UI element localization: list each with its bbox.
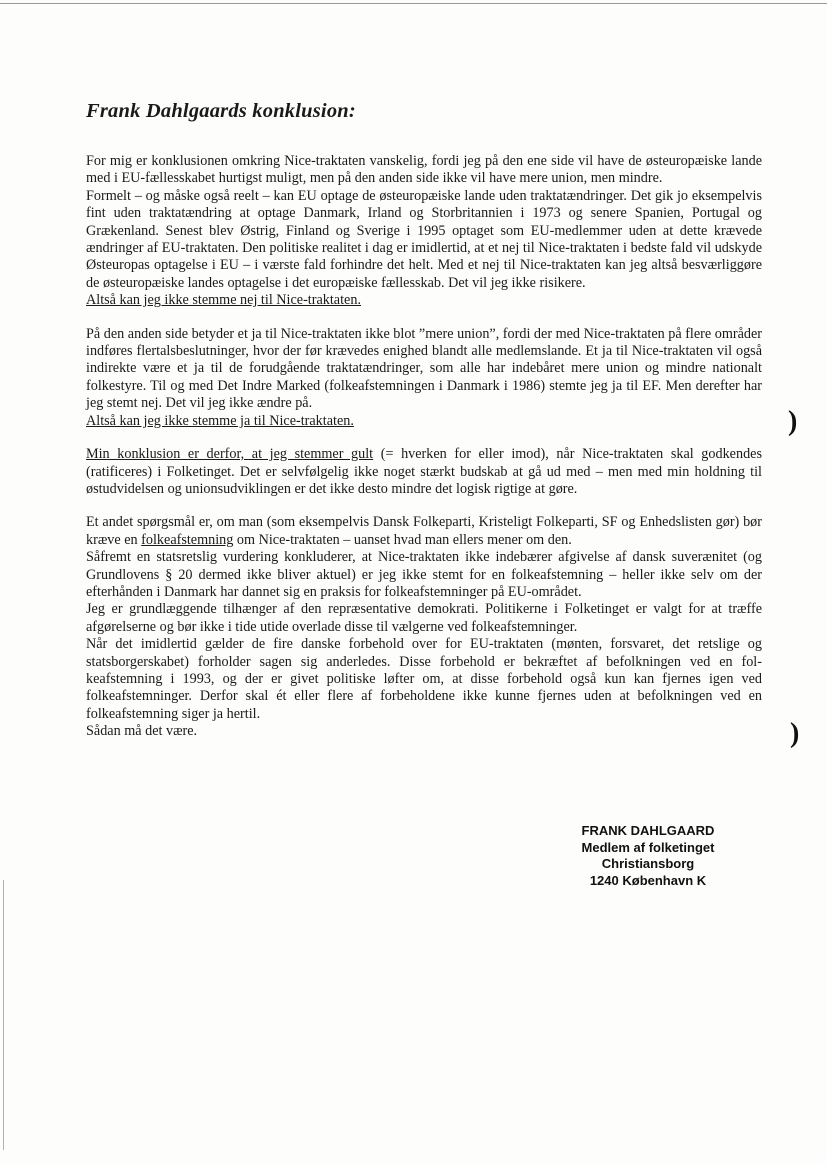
paragraph-text: For mig er konklusionen omkring Nice-traktaten vanskelig, fordi jeg på den ene side vil have de østeuropæiske lande med i EU-fællesskabet hurtigst muligt, men på den anden side ikke vil have mere union, men mindre. [86, 153, 762, 187]
underlined-conclusion: Altså kan jeg ikke stemme nej til Nice-traktaten. [86, 292, 361, 309]
underlined-conclusion: Altså kan jeg ikke stemme ja til Nice-traktaten. [86, 412, 354, 429]
paragraph-text: Jeg er grundlæggende tilhænger af den repræsentative demokrati. Politikerne i Folketinget er valgt for at træffe afgørelserne og bør ikke i tide utide overlade disse til vælgerne ved folkeafstemninger. [86, 601, 762, 635]
paragraph-text: Formelt – og måske også reelt – kan EU optage de østeuropæiske lande uden traktatændringer. Det gik jo eksempelvis fint uden traktatændring at optage Danmark, Irland og Storbritannien i 1973 og senere Spanien, Portugal og Grækenland. Senest blev Østrig, Finland og Sverige i 1995 optaget som EU-medlemmer uden at dette krævede ændringer af EU-traktaten. Den politiske realitet i dag er imidlertid, at et nej til Nice-traktaten i bedste fald vil udskyde Østeuropas optagelse i EU – i værste fald forhindre det helt. Med et nej til Nice-traktaten kan jeg altså besværliggøre de østeuropæiske landes optagelse i det europæiske fællesskab. Det vil jeg ikke risikere. [86, 187, 762, 291]
signature-address: 1240 København K [589, 872, 707, 888]
signature-block [548, 823, 748, 889]
paragraph [86, 601, 762, 636]
paragraph [86, 446, 762, 498]
margin-mark-icon: ) [790, 718, 800, 749]
paragraph [86, 153, 762, 188]
paragraph [86, 549, 762, 601]
paragraph-text: Når det imidlertid gælder de fire danske forbehold over for EU-traktaten (mønten, forsvaret, det retslige og statsborgerskabet) forholder sagen sig anderledes. Disse forbehold er bekræftet af befolkningen ved en folkeafstemning i 1993, og der er givet politiske løfter om, at disse forbehold også kun kan fjernes igen ved folkeafstemninger. Derfor skal ét eller flere af forbeholdene ikke kunne fjernes uden at befolkningen ved en folkeafstemning siger ja hertil. [86, 636, 762, 722]
paragraph [86, 326, 762, 413]
paragraph [86, 292, 762, 309]
signature-place: Christiansborg [601, 856, 695, 871]
paragraph-gap [86, 310, 762, 326]
underlined-conclusion: Min konklusion er derfor, at jeg stemmer gult [86, 446, 374, 463]
page-title: Frank Dahlgaards konklusion: [86, 100, 356, 122]
paragraph-text: Sådan må det være. [86, 723, 198, 740]
scan-top-edge [0, 3, 827, 4]
paragraph-blocks [86, 153, 762, 741]
signature-name: FRANK DAHLGAARD [581, 823, 715, 838]
paragraph-text: Et andet spørgsmål er, om man (som eksempelvis Dansk Folkeparti, Kristeligt Folkeparti, SF og Enhedslisten gør) bør kræve en [86, 514, 762, 548]
scan-left-edge [3, 880, 4, 1150]
letter-body [86, 100, 762, 741]
paragraph [86, 723, 762, 740]
paragraph-gap [86, 498, 762, 514]
paragraph-gap [86, 430, 762, 446]
paragraph-text: (= hverken for eller imod), når Nice-traktaten skal godkendes (ratificeres) i Folketinget. Det er selvfølgelig ikke noget stærkt budskab at gå ud med – men med min holdning til østudvidelsen og unionsudviklingen er det ikke desto mindre det logisk rigtige at gøre. [86, 446, 762, 497]
paragraph-text: På den anden side betyder et ja til Nice-traktaten ikke blot ”mere union”, fordi der med Nice-traktaten på flere områder indføres flertalsbeslutninger, hvor der før krævedes enighed blandt alle medlemslande. Et ja til Nice-traktaten vil også indirekte være et ja til de forudgående traktatændringer, som alle har indebåret mere union og mindre nationalt folkestyre. Til og med Det Indre Marked (folkeafstemningen i Danmark i 1986) stemte jeg ja til EF. Men derefter har jeg stemt nej. Det vil jeg ikke ændre på. [86, 325, 762, 412]
paragraph [86, 188, 762, 292]
underlined-term: folkeafstemning [141, 531, 234, 548]
paragraph [86, 413, 762, 430]
paragraph-text: Såfremt en statsretslig vurdering konkluderer, at Nice-traktaten ikke indebærer afgivelse af dansk suverænitet (og Grundlovens § 20 dermed ikke bliver aktuel) er jeg ikke stemt for en folkeafstemning – heller ikke selv om der efterhånden i Danmark har dannet sig en praksis for folkeafstemninger på EU-området. [86, 549, 762, 600]
signature-role: Medlem af folketinget [581, 839, 715, 855]
paragraph [86, 636, 762, 723]
margin-mark-icon: ) [788, 406, 798, 437]
paragraph [86, 514, 762, 549]
paragraph-text: om Nice-traktaten – uanset hvad man ellers mener om den. [233, 531, 572, 548]
